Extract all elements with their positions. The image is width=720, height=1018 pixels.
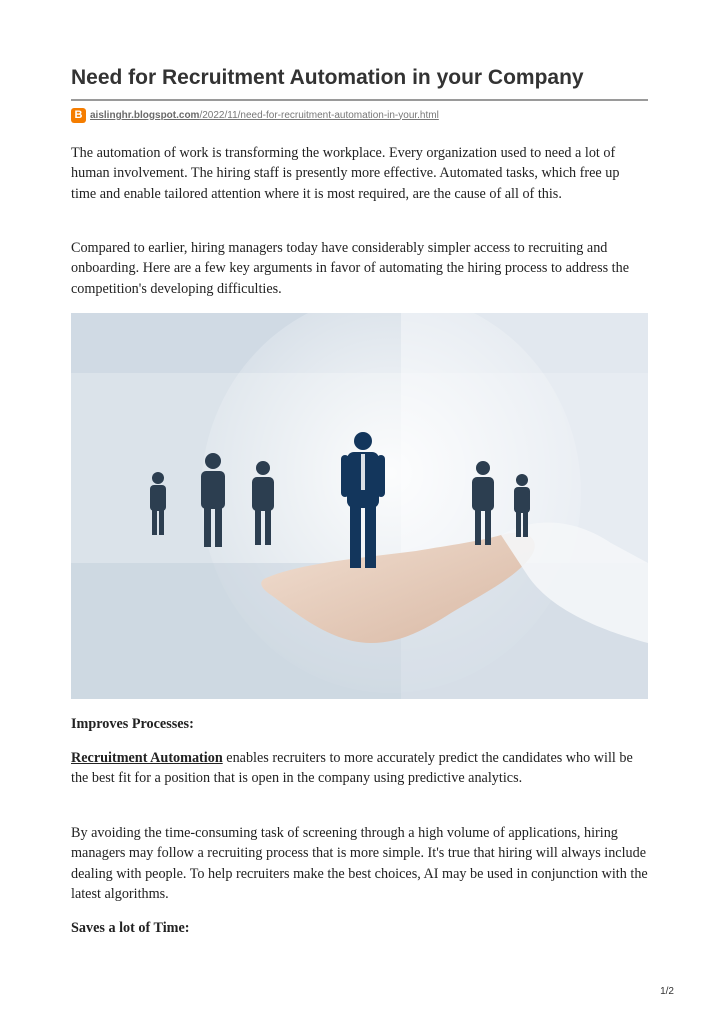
paragraph-predictive-analytics-text: enables recruiters to more accurately predict the candidates who will be the best fit for a position that is open in the company using predictive analytics. xyxy=(71,750,633,787)
blogger-icon xyxy=(71,108,86,123)
source-path-link[interactable]: /2022/11/need-for-recruitment-automation-in-your.html xyxy=(199,109,439,121)
paragraph-screening: By avoiding the time-consuming task of screening through a high volume of applications, hiring managers may follow a recruiting process that is more simple. It's true that hiring will always include dealing with people. To help recruiters make the best choices, AI may be used in conjunction with the latest algorithms. xyxy=(71,825,648,902)
page-number: 1/2 xyxy=(660,986,674,997)
source-domain-link[interactable]: aislinghr.blogspot.com xyxy=(90,109,200,121)
recruitment-automation-link[interactable]: Recruitment Automation xyxy=(71,750,223,766)
paragraph-hiring-access: Compared to earlier, hiring managers today have considerably simpler access to recruiting and onboarding. Here are a few key arguments in favor of automating the hiring process to address the competition's developing difficulties. xyxy=(71,240,629,297)
section-heading-improves-processes: Improves Processes: xyxy=(71,716,194,732)
paragraph-intro: The automation of work is transforming the workplace. Every organization used to need a lot of human involvement. The hiring staff is presently more effective. Automated tasks, which free up time and enable tailored attention where it is most required, are the cause of all of this. xyxy=(71,145,620,202)
hero-image xyxy=(71,313,648,699)
paragraph-predictive-analytics xyxy=(71,748,648,789)
section-heading-saves-time: Saves a lot of Time: xyxy=(71,920,190,936)
title-divider xyxy=(71,99,648,101)
article-title: Need for Recruitment Automation in your Company xyxy=(71,66,584,89)
hand-holding-people-illustration xyxy=(71,313,648,699)
source-line xyxy=(71,107,439,123)
